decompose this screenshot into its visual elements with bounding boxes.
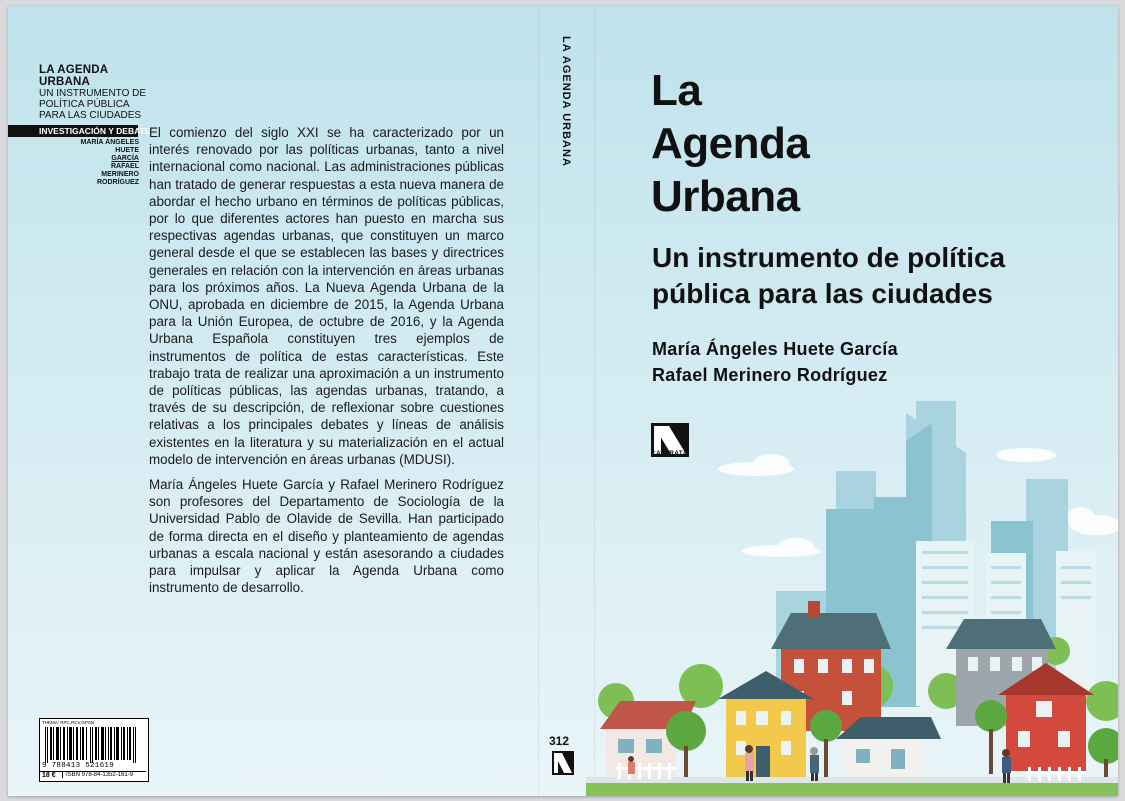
book-cover [8,6,1118,796]
isbn: ISBN 978-84-1352-161-9 [62,772,133,778]
author-line: MARÍA ÁNGELES [80,139,139,146]
catarata-logo-icon [552,751,574,775]
spine-number: 312 [549,734,570,748]
collection-label: INVESTIGACIÓN Y DEBATE [8,125,138,137]
title-line: La [651,66,702,115]
blurb-paragraph-1: El comienzo del siglo XXI se ha caracterizado por un interés renovado por las políticas urbanas, tanto a nivel internacional como nacional. Las administraciones públicas han tratado de generar respuestas a esta nueva manera de abordar el hecho urbano en términos de políticas públicas, por lo que diferentes actores han puesto en marcha sus respectivas agendas urbanas, que constituyen un marco general desde el que se establecen las bases y directrices generales en relación con la intervención en áreas urbanas para los próximos años. La Nueva Agenda Urbana de la ONU, aprobada en diciembre de 2015, la Agenda Urbana para la Unión Europea, de octubre de 2016, y la Agenda Urbana Española constituyen tres ejemplos de instrumentos de política de estas características. Este trabajo trata de realizar una aproximación a un instrumento de políticas públicas, las agendas urbanas, tratando, a través de su descripción, de reflexionar sobre cuestiones relativas a los principales debates y líneas de análisis existentes en la literatura y su materialización en el actual modelo de intervención en áreas urbanas (MDUSI). [149,125,504,467]
title-line: Urbana [651,172,800,221]
author-line: RODRÍGUEZ [97,179,139,186]
back-cover-blurb [149,124,504,604]
spine-fold-left [538,6,539,796]
price-row [40,771,146,781]
barcode-digits: 9 788413 521619 [42,762,115,770]
spine-title: LA AGENDA URBANA [560,36,572,167]
barcode-icon [43,727,143,763]
author-line: MERINERO [101,171,139,178]
front-cover-subtitle [652,240,1005,312]
back-cover-authors [39,139,139,187]
title-line: Agenda [651,119,810,168]
author-line: GARCÍA [111,155,139,162]
back-cover-subtitle: UN INSTRUMENTO DE POLÍTICA PÚBLICA PARA LAS CIUDADES [39,88,147,121]
author-line: HUETE [115,147,139,154]
barcode-box [39,718,149,782]
price: 18 € [42,772,56,779]
thema-code: THEMA: RPC,RCV,GPSN [42,720,95,725]
author-line: RAFAEL [111,163,139,170]
blurb-paragraph-2: María Ángeles Huete García y Rafael Merinero Rodríguez son profesores del Departamento de Sociología de la Universidad Pablo de Olavide de Sevilla. Han participado de forma directa en el diseño y planteamiento de agendas urbanas a escala nacional y están asesorando a ciudades para impulsar y aplicar la Agenda Urbana como instrumento de desarrollo. [149,477,504,596]
front-cover-author-1: María Ángeles Huete García [652,339,898,359]
front-cover-title [651,64,809,223]
city-illustration [586,401,1118,796]
publisher-name: CATARATA [651,450,688,457]
subtitle-line: pública para las ciudades [652,278,993,309]
subtitle-line: Un instrumento de política [652,242,1006,273]
back-cover-title: LA AGENDA URBANA [39,64,108,88]
front-cover-author-2: Rafael Merinero Rodríguez [652,365,888,385]
